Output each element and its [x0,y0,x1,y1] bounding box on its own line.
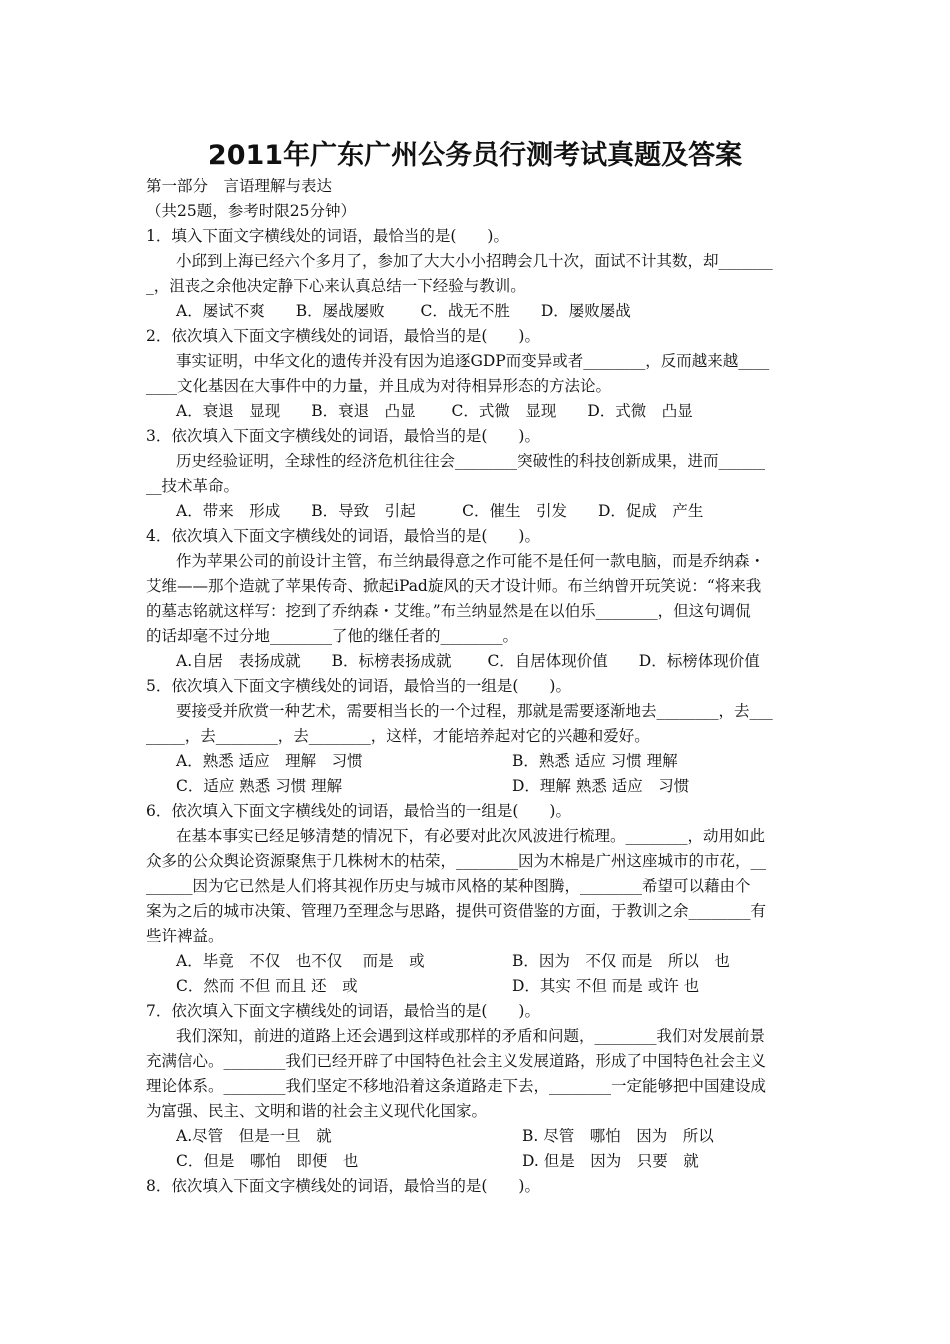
question-5-option-b: B．熟悉 适应 习惯 理解 [512,752,678,770]
question-4-passage-line: 的墓志铭就这样写：挖到了乔纳森・艾维。”布兰纳显然是在以伯乐________，但这句调侃 [146,602,751,620]
question-8-stem: 8．依次填入下面文字横线处的词语，最恰当的是( )。 [146,1177,540,1195]
question-7-option-c: C．但是 哪怕 即便 也 [176,1152,359,1170]
question-5-option-a: A．熟悉 适应 理解 习惯 [176,752,363,770]
question-4-passage-line: 艾维——那个造就了苹果传奇、掀起iPad旋风的天才设计师。布兰纳曾开玩笑说：“将来我 [146,577,762,595]
question-7-option-d: D. 但是 因为 只要 就 [522,1152,699,1170]
question-6-passage-line: ______因为它已然是人们将其视作历史与城市风格的某种图腾，________希望可以藉由个 [146,877,751,895]
question-3-stem: 3．依次填入下面文字横线处的词语，最恰当的是( )。 [146,427,540,445]
question-6-passage-line: 众多的公众舆论资源聚焦于几株树木的枯荣，________因为木棉是广州这座城市的市花，__ [146,852,767,870]
question-2-passage-line: 事实证明，中华文化的遗传并没有因为追逐GDP而变异或者________，反而越来越____ [176,352,770,370]
question-1-stem: 1．填入下面文字横线处的词语，最恰当的是( )。 [146,227,509,245]
question-3-passage-line: 历史经验证明，全球性的经济危机往往会________突破性的科技创新成果，进而______ [176,452,766,470]
question-5-stem: 5．依次填入下面文字横线处的词语，最恰当的一组是( )。 [146,677,571,695]
section-note: （共25题，参考时限25分钟） [146,202,356,220]
question-7-passage-line: 我们深知，前进的道路上还会遇到这样或那样的矛盾和问题，________我们对发展前景 [176,1027,766,1045]
question-7-passage-line: 理论体系。________我们坚定不移地沿着这条道路走下去，________一定能够把中国建设成 [146,1077,767,1095]
question-3-passage-line: __技术革命。 [146,477,240,495]
question-5-passage-line: 要接受并欣赏一种艺术，需要相当长的一个过程，那就是需要逐渐地去________，去___ [176,702,773,720]
question-7-stem: 7．依次填入下面文字横线处的词语，最恰当的是( )。 [146,1002,540,1020]
question-1-passage-line: _，沮丧之余他决定静下心来认真总结一下经验与教训。 [146,277,526,295]
question-1-options: A．屡试不爽 B．屡战屡败 C．战无不胜 D．屡败屡战 [176,302,631,320]
question-4-passage-line: 作为苹果公司的前设计主管，布兰纳最得意之作可能不是任何一款电脑，而是乔纳森・ [176,552,766,570]
section-heading: 第一部分 言语理解与表达 [146,177,333,195]
document-title: 2011年广东广州公务员行测考试真题及答案 [207,140,743,171]
question-7-option-b: B. 尽管 哪怕 因为 所以 [522,1127,714,1145]
question-2-options: A．衰退 显现 B．衰退 凸显 C．式微 显现 D．式微 凸显 [176,402,693,420]
question-6-option-c: C．然而 不但 而且 还 或 [176,977,358,995]
question-1-passage-line: 小邱到上海已经六个多月了，参加了大大小小招聘会几十次，面试不计其数，却_______ [176,252,773,270]
question-5-option-d: D．理解 熟悉 适应 习惯 [512,777,690,795]
question-4-stem: 4．依次填入下面文字横线处的词语，最恰当的是( )。 [146,527,540,545]
question-6-option-d: D．其实 不但 而是 或许 也 [512,977,700,995]
question-5-passage-line: _____，去________，去________，这样，才能培养起对它的兴趣和爱好。 [146,727,650,745]
question-4-passage-line: 的话却毫不过分地________了他的继任者的________。 [146,627,519,645]
question-6-stem: 6．依次填入下面文字横线处的词语，最恰当的一组是( )。 [146,802,571,820]
question-4-options: A.自居 表扬成就 B．标榜表扬成就 C．自居体现价值 D．标榜体现价值 [176,652,760,670]
question-6-passage-line: 些许裨益。 [146,927,224,945]
question-2-passage-line: ____文化基因在大事件中的力量，并且成为对待相异形态的方法论。 [146,377,612,395]
question-7-passage-line: 为富强、民主、文明和谐的社会主义现代化国家。 [146,1102,488,1120]
question-6-passage-line: 在基本事实已经足够清楚的情况下，有必要对此次风波进行梳理。________，动用如此 [176,827,766,845]
question-7-passage-line: 充满信心。________我们已经开辟了中国特色社会主义发展道路，形成了中国特色社会主义 [146,1052,767,1070]
question-6-passage-line: 案为之后的城市决策、管理乃至理念与思路，提供可资借鉴的方面，于教训之余________有 [146,902,767,920]
question-6-option-a: A．毕竟 不仅 也不仅 而是 或 [176,952,425,970]
question-6-option-b: B．因为 不仅 而是 所以 也 [512,952,730,970]
question-3-options: A．带来 形成 B．导致 引起 C．催生 引发 D．促成 产生 [176,502,704,520]
question-2-stem: 2．依次填入下面文字横线处的词语，最恰当的是( )。 [146,327,540,345]
question-5-option-c: C．适应 熟悉 习惯 理解 [176,777,343,795]
question-7-option-a: A.尽管 但是一旦 就 [176,1127,332,1145]
